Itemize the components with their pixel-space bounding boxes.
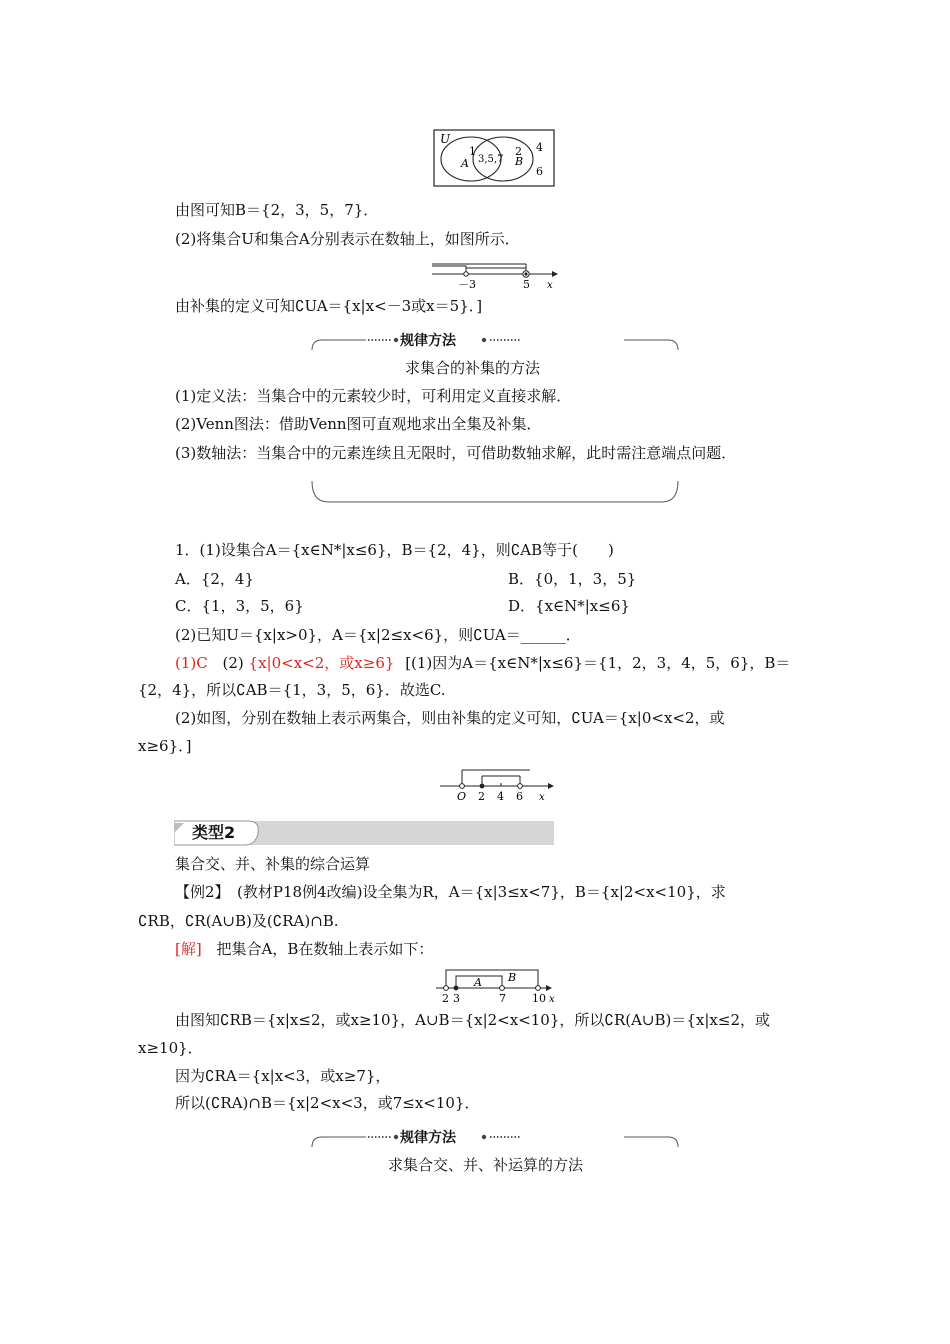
example-2: 【例2】 (教材P18例4改编)设全集为R，A＝{x|3≤x<7}，B＝{x|2<x<10}，求: [175, 883, 726, 901]
axis1-tick-neg3: －3: [458, 278, 476, 290]
venn-u-label: U: [440, 132, 451, 146]
axis2-tick-0: O: [457, 790, 467, 802]
question-2: (2)已知U＝{x|x>0}，A＝{x|2≤x<6}，则∁UA＝______．: [175, 626, 581, 644]
option-d: D．{x∈N*|x≤6}: [508, 597, 630, 615]
axis3-tick-2: 2: [442, 992, 449, 1004]
answer-explanation: x≥6}．]: [138, 737, 192, 755]
axis3-tick-3: 3: [453, 992, 460, 1004]
method-box-title: 规律方法: [400, 333, 456, 349]
axis3-tick-10: 10: [532, 992, 546, 1004]
type-banner-label: 类型2: [192, 823, 236, 842]
solution-tag: [解]: [175, 940, 202, 958]
venn-outside-6: 6: [536, 165, 543, 178]
method-2-heading: 求集合交、并、补运算的方法: [388, 1156, 584, 1174]
method-heading: 求集合的补集的方法: [405, 359, 541, 377]
solution-text: 所以(∁RA)∩B＝{x|2<x<3，或7≤x<10}．: [175, 1094, 480, 1112]
method-item: (3)数轴法：当集合中的元素连续且无限时，可借助数轴求解，此时需注意端点问题．: [175, 444, 737, 462]
axis1-var: x: [547, 280, 553, 290]
solution-text: 由图知∁RB＝{x|x≤2，或x≥10}，A∪B＝{x|2<x<10}，所以∁R(A∪B)＝{x|x≤2，或: [175, 1011, 770, 1029]
venn-b-label: B: [515, 155, 524, 168]
option-a: A．{2，4}: [175, 570, 255, 588]
question-1: 1．(1)设集合A＝{x∈N*|x≤6}，B＝{2，4}，则∁AB等于( ): [175, 541, 614, 559]
solution-text: 把集合A，B在数轴上表示如下：: [216, 940, 434, 958]
axis2-tick-6: 6: [516, 790, 523, 802]
number-line-1: [430, 258, 560, 290]
axis3-label-b: B: [508, 971, 517, 984]
venn-diagram: [433, 129, 555, 187]
answer-line: [175, 653, 790, 673]
solution-line: [175, 939, 433, 959]
axis3-label-a: A: [474, 976, 482, 989]
number-line-3: [436, 966, 560, 1004]
venn-only-b: 2: [515, 145, 522, 158]
answer-1: (1)C: [175, 654, 208, 672]
text-line: 由补集的定义可知∁UA＝{x|x<－3或x＝5}．]: [175, 297, 483, 315]
answer-explanation: (2)如图，分别在数轴上表示两集合，则由补集的定义可知，∁UA＝{x|0<x<2，或: [175, 709, 725, 727]
answer-2-label: (2): [222, 654, 244, 672]
axis3-tick-7: 7: [499, 992, 506, 1004]
type-title: 集合交、并、补集的综合运算: [175, 855, 371, 873]
method-item: (1)定义法：当集合中的元素较少时，可利用定义直接求解．: [175, 387, 572, 405]
axis2-tick-4: 4: [497, 790, 504, 802]
axis1-tick-5: 5: [523, 278, 530, 290]
axis2-var: x: [539, 792, 545, 802]
axis2-tick-2: 2: [478, 790, 485, 802]
venn-only-a: 1: [469, 145, 476, 158]
venn-a-label: A: [461, 157, 469, 170]
example-2: ∁RB，∁R(A∪B)及(∁RA)∩B.: [138, 912, 339, 930]
option-c: C．{1，3，5，6}: [175, 597, 304, 615]
axis3-var: x: [549, 994, 555, 1004]
answer-explanation: [(1)因为A＝{x∈N*|x≤6}＝{1，2，3，4，5，6}，B＝: [405, 654, 791, 672]
solution-text: x≥10}．: [138, 1039, 203, 1057]
answer-2: {x|0<x<2，或x≥6}: [248, 654, 395, 672]
number-line-2: [440, 766, 560, 802]
solution-text: 因为∁RA＝{x|x<3，或x≥7}，: [175, 1067, 391, 1085]
method-item: (2)Venn图法：借助Venn图可直观地求出全集及补集．: [175, 415, 542, 433]
answer-explanation: {2，4}，所以∁AB＝{1，3，5，6}．故选C.: [138, 681, 446, 699]
venn-outside-4: 4: [536, 141, 543, 154]
text-line: 由图可知B＝{2，3，5，7}．: [175, 201, 379, 219]
method-box-2-title: 规律方法: [400, 1130, 456, 1146]
option-b: B．{0，1，3，5}: [508, 570, 637, 588]
text-line: (2)将集合U和集合A分别表示在数轴上，如图所示．: [175, 230, 520, 248]
venn-intersection: 3,5,7: [478, 154, 504, 165]
